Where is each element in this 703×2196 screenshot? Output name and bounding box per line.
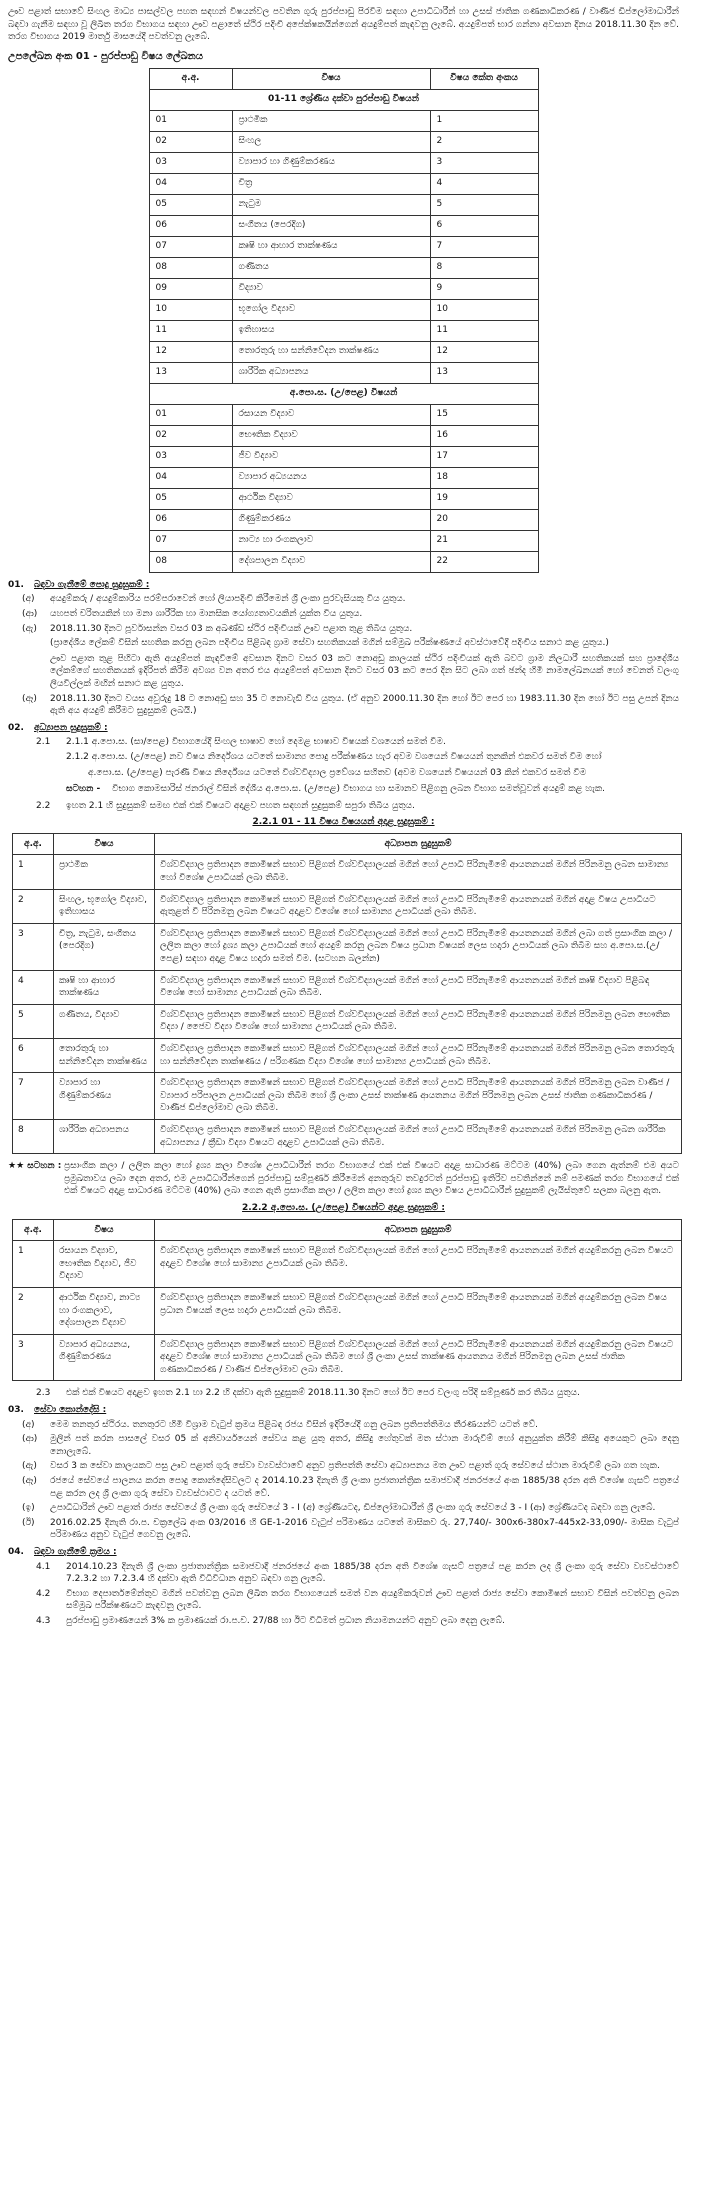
residence-note-1: (ප්‍රාදේශීය ලේකම් විසින් සහතික කරනු ලබන පදිංචිය පිළිබඳ ග්‍රාම සේවා සහතිකයක් මගින් සම්මුඛ පරීක්ෂණයේ අවස්ථාවේදී පදිංචිය සනාථ කළ යුතුය.) — [50, 638, 609, 649]
table-row: 7 ව්‍යාපාර හා ගිණුම්කරණය විශ්වවිද්‍යාල ප්‍රතිපාදන කොමිෂන් සභාව පිළිගත් විශ්වවිද්‍යාලයක් මගින් හෝ උපාධි පිරිනැමීමේ ආයතනයක් මගින් පිරිනමනු ලබන වාණිජ / ව්‍යාපාර පරිපාලන උපාධියක් ලබා තිබීම හෝ ශ්‍රී ලංකා උසස් තාක්ෂණ ආයතනය මගින් පිරිනමනු ලබන උසස් ජාතික ගණකාධිකරණ / වාණිජ ඩිප්ලෝමාව ලබා තිබීම. — [13, 1073, 682, 1120]
general-qualification-item: (ඇ) 2018.11.30 දිනට පූර්වාසන්න වසර 03 ක අඛණ්ඩ ස්ථිර පදිංචියක් ඌව පළාත තුළ තිබිය යුතුය. — [22, 623, 413, 634]
subject-row: 05 ආර්ථික විද්‍යාව 19 — [149, 488, 538, 509]
table-row: 8 ශාරීරික අධ්‍යාපනය විශ්වවිද්‍යාල ප්‍රතිපාදන කොමිෂන් සභාව පිළිගත් විශ්වවිද්‍යාලයක් මගින් හෝ උපාධි පිරිනැමීමේ ආයතනයක් මගින් පිරිනමනු ලබන ශාරීරික අධ්‍යාපනය / ක්‍රීඩා විද්‍යා විෂයට අදාළව උපාධියක් ලබා තිබීම. — [13, 1119, 682, 1153]
service-condition-item: (ඈ) රජයේ සේවයේ පාලනය කරන පොදු කොන්දේසිවලට ද 2014.10.23 දිනැති ශ්‍රී ලංකා ප්‍රජාතාන්ත්‍රික සමාජවාදී ජනරජයේ අංක 1885/38 දරන අති විශේෂ ගැසට් පත්‍රයේ පළ කරන ලද ශ්‍රී ලංකා ගුරු සේවා ව්‍යවස්ථාවට ද යටත් වේ. — [22, 1476, 679, 1499]
subject-row: 12 තොරතුරු හා සන්නිවේදන තාක්ෂණය 12 — [149, 341, 538, 362]
table-row: 1 ප්‍රාථමික විශ්වවිද්‍යාල ප්‍රතිපාදන කොමිෂන් සභාව පිළිගත් විශ්වවිද්‍යාලයක් මගින් හෝ උපාධි පිරිනැමීමේ ආයතනයක් මගින් පිරිනමනු ලබන සාමාන්‍ය හෝ විශේෂ උපාධියක් ලබා තිබීම. — [13, 855, 682, 889]
star-note: ★★ සටහන : ප්‍රසාංගික කලා / ලලිත කලා හෝ ද්‍රශ්‍ය කලා විශේෂ උපාධිධාරීන් තරග විභාගයේ එක් එක් විෂයට අදාළ සාධාරණ මට්ටම (40%) ලබා ගෙන ඇත්නම් එම අයට ප්‍රමුඛතාවය ලබා දෙන අතර, එම උපාධිධාරීන්ගෙන් පුරප්පාඩු සම්පූර්ණ කිරීමෙන් අනතුරුව තවදුරටත් පුරප්පාඩු ඉතිරිව පවතින්නේ නම් පමණක් තරග විභාගයේ එක් එක් විෂයට අදාළ සාධාරණ මට්ටම (40%) ලබා ගෙන ඇති ප්‍රසාංගික කලා / ලලිත කලා හෝ ද්‍රශ්‍ය කලා විෂය උපාධිධාරීන් සුදුසුකම් ලැයිස්තුවේ සලකා බලනු ඇත. — [8, 1161, 679, 1197]
subject-row: 02 සිංහල 2 — [149, 131, 538, 152]
subject-row: 04 ව්‍යාපාර අධ්‍යයනය 18 — [149, 467, 538, 488]
subject-row: 06 ගිණුම්කරණය 20 — [149, 509, 538, 530]
service-condition-item: (ආ) මුලින් පත් කරන පාසලේ වසර 05 ක් අනිවාර්යයෙන් සේවය කළ යුතු අතර, කිසිදු හේතුවක් මත ස්ථාන මාරුවීම් හෝ අනුයුක්ත කිරීම් කිසිදු අයෙකුට ලබා දෙනු නොලැබේ. — [22, 1434, 679, 1457]
subject-table — [149, 68, 539, 573]
subject-row: 04 චිත්‍ර 4 — [149, 173, 538, 194]
qual-2-1-2-alt: අ.පො.ස. (උ/පෙළ) පැරණි විෂය නිර්දේශය යටතේ විශ්වවිද්‍යාල ප්‍රවේශය සහිතව (අවම වශයෙන් විෂයයන් 03 කින් එකවර සමත් වීම — [88, 767, 587, 778]
subject-row: 01 රසායන විද්‍යාව 15 — [149, 404, 538, 425]
section-4-heading: 04. බඳවා ගැනීමේ ක්‍රමය : — [8, 1547, 117, 1557]
table-2-2-2-title: 2.2.2 අ.පො.ස. (උ/පෙළ) විෂයන්ට අදාළ සුදුසුකම් : — [242, 1202, 445, 1213]
recruitment-method-item: 4.1 2014.10.23 දිනැති ශ්‍රී ලංකා ප්‍රජාතාන්ත්‍රික සමාජවාදී ජනරජයේ අංක 1885/38 දරන අති විශේෂ ගැසට් පත්‍රයේ පළ කරන ලද ශ්‍රී ලංකා ගුරු සේවා ව්‍යවස්ථාවේ 7.2.3.2 හා 7.2.3.4 හි දක්වා ඇති විධිවිධාන අනුව බඳවා ගනු ලැබේ. — [36, 1561, 679, 1585]
subject-row: 01 ප්‍රාථමික 1 — [149, 110, 538, 131]
table-row: 5 ගණිතය, විද්‍යාව විශ්වවිද්‍යාල ප්‍රතිපාදන කොමිෂන් සභාව පිළිගත් විශ්වවිද්‍යාලයක් මගින් හෝ උපාධි පිරිනැමීමේ ආයතනයක් මගින් පිරිනමනු ලබන භෞතික විද්‍යා / ජෛව විද්‍යා විශේෂ හෝ සාමාන්‍ය උපාධියක් ලබා තිබීම. — [13, 1004, 682, 1038]
subject-row: 02 භෞතික විද්‍යාව 16 — [149, 425, 538, 446]
section-3-heading: 03. සේවා කොන්දේසි : — [8, 1405, 107, 1416]
service-condition-item: (ඉ) උපාධිධාරින් ඌව පළාත් රාජ්‍ය සේවයේ ශ්‍රී ලංකා ගුරු සේවයේ 3 - I (අ) ශ්‍රේණියටද, ඩිප්ලෝමාධාරීන් ශ්‍රී ලංකා ගුරු සේවයේ 3 - I (ආ) ශ්‍රේණියටද බඳවා ගනු ලැබේ. — [22, 1503, 656, 1514]
subject-row: 11 ඉතිහාසය 11 — [149, 320, 538, 341]
subject-row: 08 දේශපාලන විද්‍යාව 22 — [149, 551, 538, 572]
qual-2-1: 2.1 2.1.1 අ.පො.ස. (සා/පෙළ) විභාගයේදී සිංහල භාෂාව හෝ දෙමළ භාෂාව විෂයක් වශයෙන් සමත් වීම. — [36, 737, 446, 748]
subject-table-header-subject: විෂය — [232, 68, 430, 89]
service-condition-item: (ඊ) 2016.02.25 දිනැති රා.ප. චක්‍රලේඛ අංක 03/2016 හි GE-1-2016 වැටුප් පරිමාණය යටතේ මාසිකව රු. 27,740/- 300x6-380x7-445x2-33,090/- මාසික වැටුප් පරිමාණය අනුව වැටුප් ගෙවනු ලැබේ. — [22, 1517, 679, 1541]
subject-table-header-code: විෂය කේත අංකය — [430, 68, 538, 89]
table-row: 6 තොරතුරු හා සන්නිවේදන තාක්ෂණය විශ්වවිද්‍යාල ප්‍රතිපාදන කොමිෂන් සභාව පිළිගත් විශ්වවිද්‍යාලයක් මගින් හෝ උපාධි පිරිනැමීමේ ආයතනයක් මගින් පිරිනමනු ලබන තොරතුරු හා සන්නිවේදන තාක්ෂණය / පරිගණක විද්‍යා විශේෂ හෝ සාමාන්‍ය උපාධියක් ලබා තිබීම. — [13, 1039, 682, 1073]
subject-row: 03 ව්‍යාපාර හා ගිණුම්කරණය 3 — [149, 152, 538, 173]
table-2-2-1-title: 2.2.1 01 - 11 විෂය විෂයයන් අදාළ සුදුසුකම් : — [252, 817, 435, 828]
service-condition-item: (ඇ) වසර 3 ක සේවා කාලයකට පසු ඌව පළාත් ගුරු සේවා ව්‍යවස්ථාවේ අනුව ප්‍රතිපත්ති සේවා අධ්‍යාපනය මත ඌව පළාත් ගුරු සේවයේ ස්ථාන මාරුවීම් ලබා ගත හැක. — [22, 1461, 660, 1472]
general-qualification-item: (අ) අයදුම්කරු / අයදුම්කාරිය පරම්පරාවෙන් හෝ ලියාපදිංචි කිරීමෙන් ශ්‍රී ලංකා පුරවැසියකු විය යුතුය. — [22, 594, 406, 605]
qual-2-2: 2.2 ඉහත 2.1 හි සුදුසුකම් සමඟ එක් එක් විෂයට අදාළව පහත සඳහන් සුදුසුකම් සපුරා තිබිය යුතුය. — [36, 800, 415, 811]
subject-row: 13 ශාරීරික අධ්‍යාපනය 13 — [149, 362, 538, 383]
service-condition-item: (අ) මෙම තනතුර ස්ථිරය. තනතුරට හිමි විශ්‍රාම වැටුප් ක්‍රමය පිළිබඳ රජය විසින් ඉදිරියේදී ගනු ලබන ප්‍රතිපත්තිමය තීරණයන්ට යටත් වේ. — [22, 1419, 539, 1430]
subject-group-al: අ.පො.ස. (උ/පෙළ) විෂයන් — [149, 383, 538, 404]
residence-note-2: ඌව පළාත තුළ පිහිටා ඇති අයදුම්පත් කැඳවීමේ අවසාන දිනට වසර 03 කට නොඅඩු කාලයක් ස්ථිර පදිංචියක් ඇති බවට ග්‍රාම නිලධාරී සහතිකයක් සහ ප්‍රාදේශීය ලේකම්ගේ සහතිකයක් ඉදිරිපත් කිරීම අවශ්‍ය වන අතර එය අයදුම්පත් අවසාන දිනට වසර 03 කට පෙර දින සිට ලබා ගත් ඡන්ද හිමි නාමලේඛනයක් හෝ වෙනත් වලංගු ලියවිල්ලක් මඟින් සනාථ කළ යුතුය. — [50, 653, 679, 689]
table-row: 3 චිත්‍ර, නැටුම, සංගීතය (පෙරදිග) විශ්වවිද්‍යාල ප්‍රතිපාදන කොමිෂන් සභාව පිළිගත් විශ්වවිද්‍යාලයක් මගින් හෝ උපාධි පිරිනැමීමේ ආයතනයක් මගින් ලබා ගත් ප්‍රසාංගික කලා / ලලිත කලා හෝ ද්‍රශ්‍ය කලා උපාධියක් හෝ අයදුම් කරනු ලබන විෂය ප්‍රධාන විෂයක් ලෙස හදාරා උපාධියක් ලබා තිබීම සහ අ.පො.ස.(උ/පෙළ) සඳහා අදාළ විෂය හදාරා සමත් වීම. (සටහන බලන්න) — [13, 923, 682, 970]
table-row: 2 ආර්ථික විද්‍යාව, නාට්‍ය හා රංගකලාව, දේශපාලන විද්‍යාව විශ්වවිද්‍යාල ප්‍රතිපාදන කොමිෂන් සභාව පිළිගත් විශ්වවිද්‍යාලයක් මගින් හෝ උපාධි පිරිනැමීමේ ආයතනයක් මගින් අයදුම්කරනු ලබන විෂය ප්‍රධාන විෂයක් ලෙස හදාරා උපාධියක් ලබා තිබීම. — [13, 1287, 682, 1334]
table-row: 2 සිංහල, භූගෝල විද්‍යාව, ඉතිහාසය විශ්වවිද්‍යාල ප්‍රතිපාදන කොමිෂන් සභාව පිළිගත් විශ්වවිද්‍යාලයක් මගින් හෝ උපාධි පිරිනැමීමේ ආයතනයක් මගින් අදාළ විෂය උපාධියට ඇතුළත් වී පිරිනමනු ලබන විෂයට අදාළව විශේෂ හෝ සාමාන්‍ය උපාධියක් ලබා තිබීම. — [13, 889, 682, 923]
section-2-heading: 02. අධ්‍යාපන සුදුසුකම් : — [8, 722, 108, 733]
subject-row: 08 ගණිතය 8 — [149, 257, 538, 278]
recruitment-method-item: 4.2 විභාග දෙපාර්තමේන්තුව මගින් පවත්වනු ලබන ලිඛිත තරග විභාගයෙන් සමත් වන අයදුම්කරුවන් ඌව පළාත් රාජ්‍ය සේවා කොමිෂන් සභාව විසින් පවත්වනු ලබන සම්මුඛ පරීක්ෂණයට කැඳවනු ලැබේ. — [36, 1588, 679, 1612]
recruitment-method-item: 4.3 පුරප්පාඩු ප්‍රමාණයෙන් 3% ක ප්‍රමාණයක් රා.ප.ච. 27/88 හා ඊට විධිමත් ප්‍රධාන නියාමනයන්ට අනුව ලබා දෙනු ලැබේ. — [36, 1615, 505, 1626]
subject-group-grades: 01-11 ශ්‍රේණිය දක්වා පුරප්පාඩු විෂයන් — [149, 89, 538, 110]
intro-paragraph: ඌව පළාත් සභාවේ සිංහල මාධ්‍ය පාසල්වල පහත සඳහන් විෂයන්වල පවතින ගුරු පුරප්පාඩු පිරවීම සඳහා උපාධිධාරීන් හා උසස් ජාතික ගණකාධිකරණ / වාණිජ ඩිප්ලෝමාධාරීන් බඳවා ගැනීම සඳහා වූ ලිඛිත තරග විභාගය සඳහා ඌව පළාතේ ස්ථිර පදිංචි අපේක්ෂකයින්ගෙන් අයදුම්පත් කැඳවනු ලැබේ. අයදුම්පත් භාර ගන්නා අවසාන දිනය 2018.11.30 දින වේ. තරග විභාගය 2019 මාර්තු මාසයේදී පවත්වනු ලැබේ. — [8, 7, 679, 43]
qualification-table-1: අ.අ. විෂය අධ්‍යාපන සුදුසුකම් 1 ප්‍රාථමික විශ්වවිද්‍යාල ප්‍රතිපාදන කොමිෂන් සභාව පිළිගත් විශ්වවිද්‍යාලයක් මගින් හෝ උපාධි පිරිනැමීමේ ආයතනයක් මගින් පිරිනමනු ලබන සාමාන්‍ය හෝ විශේෂ උපාධියක් ලබා තිබීම. 2 සිංහල, භූගෝල විද්‍යාව, ඉතිහාසය විශ්වවිද්‍යාල ප්‍රතිපාදන කොමිෂන් සභාව පිළිගත් විශ්වවිද්‍යාලයක් මගින් හෝ උපාධි පිරිනැමීමේ ආයතනයක් මගින් අදාළ විෂය උපාධියට ඇතුළත් වී පිරිනමනු ලබන විෂයට අදාළව විශේෂ හෝ සාමාන්‍ය උපාධියක් ලබා තිබීම. 3 චිත්‍ර, නැටුම, සංගීතය (පෙරදිග) විශ්වවිද්‍යාල ප්‍රතිපාදන කොමිෂන් සභාව පිළිගත් විශ්වවිද්‍යාලයක් මගින් හෝ උපාධි පිරිනැමීමේ ආයතනයක් මගින් ලබා ගත් ප්‍රසාංගික කලා / ලලිත කලා හෝ ද්‍රශ්‍ය කලා උපාධියක් හෝ අයදුම් කරනු ලබන විෂය ප්‍රධාන විෂයක් ලෙස හදාරා උපාධියක් ලබා තිබීම සහ අ.පො.ස.(උ/පෙළ) සඳහා අදාළ විෂය හදාරා සමත් වීම. (සටහන බලන්න) 4 කෘෂි හා ආහාර තාක්ෂණය විශ්වවිද්‍යාල ප්‍රතිපාදන කොමිෂන් සභාව පිළිගත් විශ්වවිද්‍යාලයක් මගින් හෝ උපාධි පිරිනැමීමේ ආයතනයක් මගින් කෘෂි විද්‍යාව පිළිබඳ විශේෂ හෝ සාමාන්‍ය උපාධියක් ලබා තිබීම. 5 ගණිතය, විද්‍යාව විශ්වවිද්‍යාල ප්‍රතිපාදන කොමිෂන් සභාව පිළිගත් විශ්වවිද්‍යාලයක් මගින් හෝ උපාධි පිරිනැමීමේ ආයතනයක් මගින් පිරිනමනු ලබන භෞතික විද්‍යා / ජෛව විද්‍යා විශේෂ හෝ සාමාන්‍ය උපාධියක් ලබා තිබීම. 6 තොරතුරු හා සන්නිවේදන තාක්ෂණය විශ්වවිද්‍යාල ප්‍රතිපාදන කොමිෂන් සභාව පිළිගත් විශ්වවිද්‍යාලයක් මගින් හෝ උපාධි පිරිනැමීමේ ආයතනයක් මගින් පිරිනමනු ලබන තොරතුරු හා සන්නිවේදන තාක්ෂණය / පරිගණක විද්‍යා විශේෂ හෝ සාමාන්‍ය උපාධියක් ලබා තිබීම. 7 ව්‍යාපාර හා ගිණුම්කරණය විශ්වවිද්‍යාල ප්‍රතිපාදන කොමිෂන් සභාව පිළිගත් විශ්වවිද්‍යාලයක් මගින් හෝ උපාධි පිරිනැමීමේ ආයතනයක් මගින් පිරිනමනු ලබන වාණිජ / ව්‍යාපාර පරිපාලන උපාධියක් ලබා තිබීම හෝ ශ්‍රී ලංකා උසස් තාක්ෂණ ආයතනය මගින් පිරිනමනු ලබන උසස් ජාතික ගණකාධිකරණ / වාණිජ ඩිප්ලෝමාව ලබා තිබීම. 8 ශාරීරික අධ්‍යාපනය විශ්වවිද්‍යාල ප්‍රතිපාදන කොමිෂන් සභාව පිළිගත් විශ්වවිද්‍යාලයක් මගින් හෝ උපාධි පිරිනැමීමේ ආයතනයක් මගින් පිරිනමනු ලබන ශාරීරික අධ්‍යාපනය / ක්‍රීඩා විද්‍යා විෂයට අදාළව උපාධියක් ලබා තිබීම. — [12, 833, 682, 1154]
table-row: 4 කෘෂි හා ආහාර තාක්ෂණය විශ්වවිද්‍යාල ප්‍රතිපාදන කොමිෂන් සභාව පිළිගත් විශ්වවිද්‍යාලයක් මගින් හෝ උපාධි පිරිනැමීමේ ආයතනයක් මගින් කෘෂි විද්‍යාව පිළිබඳ විශේෂ හෝ සාමාන්‍ය උපාධියක් ලබා තිබීම. — [13, 970, 682, 1004]
subject-row: 09 විද්‍යාව 9 — [149, 278, 538, 299]
section-1-heading: 01. බඳවා ගැනීමේ පොදු සුදුසුකම් : — [8, 579, 150, 590]
table-row: 1 රසායන විද්‍යාව, භෞතික විද්‍යාව, ජීව විද්‍යාව විශ්වවිද්‍යාල ප්‍රතිපාදන කොමිෂන් සභාව පිළිගත් විශ්වවිද්‍යාලයක් මගින් හෝ උපාධි පිරිනැමීමේ ආයතනයක් මගින් අයදුම්කරනු ලබන විෂයට අදාළව විශේෂ හෝ සාමාන්‍ය උපාධියක් ලබා තිබීම. — [13, 1241, 682, 1288]
qual-2-3: 2.3 එක් එක් විෂයට අදාළව ඉහත 2.1 හා 2.2 හි දක්වා ඇති සුදුසුකම් 2018.11.30 දිනට හෝ ඊට පෙර වලංගු පරිදි සම්පූර්ණ කර තිබිය යුතුය. — [36, 1388, 580, 1399]
age-requirement: (ඈ) 2018.11.30 දිනට වයස අවුරුදු 18 ට නොඅඩු සහ 35 ට නොවැඩි විය යුතුය. (ඒ අනුව 2000.11.30 දින හෝ ඊට පෙර හා 1983.11.30 දින හෝ ඊට පසු උපන් දිනය ඇති අය අයදුම් කිරීමට සුදුසුකම් ලබයි.) — [22, 693, 679, 717]
qualification-table-2: අ.අ. විෂය අධ්‍යාපන සුදුසුකම් 1 රසායන විද්‍යාව, භෞතික විද්‍යාව, ජීව විද්‍යාව විශ්වවිද්‍යාල ප්‍රතිපාදන කොමිෂන් සභාව පිළිගත් විශ්වවිද්‍යාලයක් මගින් හෝ උපාධි පිරිනැමීමේ ආයතනයක් මගින් අයදුම්කරනු ලබන විෂයට අදාළව විශේෂ හෝ සාමාන්‍ය උපාධියක් ලබා තිබීම. 2 ආර්ථික විද්‍යාව, නාට්‍ය හා රංගකලාව, දේශපාලන විද්‍යාව විශ්වවිද්‍යාල ප්‍රතිපාදන කොමිෂන් සභාව පිළිගත් විශ්වවිද්‍යාලයක් මගින් හෝ උපාධි පිරිනැමීමේ ආයතනයක් මගින් අයදුම්කරනු ලබන විෂය ප්‍රධාන විෂයක් ලෙස හදාරා උපාධියක් ලබා තිබීම. 3 ව්‍යාපාර අධ්‍යයනය, ගිණුම්කරණය විශ්වවිද්‍යාල ප්‍රතිපාදන කොමිෂන් සභාව පිළිගත් විශ්වවිද්‍යාලයක් මගින් හෝ උපාධි පිරිනැමීමේ ආයතනයක් මගින් අයදුම්කරනු ලබන විෂයට අදාළව විශේෂ හෝ සාමාන්‍ය උපාධියක් ලබා තිබීම හෝ ශ්‍රී ලංකා උසස් තාක්ෂණ ආයතනය මගින් පිරිනමනු ලබන උසස් ජාතික ගණකාධිකරණ / වාණිජ ඩිප්ලෝමාව ලබා තිබීම. — [12, 1219, 682, 1382]
annex-title: උපලේඛන අංක 01 - පුරප්පාඩු විෂය ලේඛනය — [8, 50, 203, 62]
subject-row: 10 භූගෝල විද්‍යාව 10 — [149, 299, 538, 320]
subject-table-header-no: අ.අ. — [149, 68, 232, 89]
subject-row: 06 සංගීතය (පෙරදිග) 6 — [149, 215, 538, 236]
table-row: 3 ව්‍යාපාර අධ්‍යයනය, ගිණුම්කරණය විශ්වවිද්‍යාල ප්‍රතිපාදන කොමිෂන් සභාව පිළිගත් විශ්වවිද්‍යාලයක් මගින් හෝ උපාධි පිරිනැමීමේ ආයතනයක් මගින් අයදුම්කරනු ලබන විෂයට අදාළව විශේෂ හෝ සාමාන්‍ය උපාධියක් ලබා තිබීම හෝ ශ්‍රී ලංකා උසස් තාක්ෂණ ආයතනය මගින් පිරිනමනු ලබන උසස් ජාතික ගණකාධිකරණ / වාණිජ ඩිප්ලෝමාව ලබා තිබීම. — [13, 1334, 682, 1381]
subject-row: 03 ජීව විද්‍යාව 17 — [149, 446, 538, 467]
subject-row: 07 කෘෂි හා ආහාර තාක්ෂණය 7 — [149, 236, 538, 257]
subject-row: 07 නාට්‍ය හා රංගකලාව 21 — [149, 530, 538, 551]
subject-row: 05 නැටුම 5 — [149, 194, 538, 215]
general-qualification-item: (ආ) යහපත් චරිතයකින් හා මනා ශාරීරික හා මානසික යෝග්‍යතාවයකින් යුක්ත විය යුතුය. — [22, 608, 363, 619]
qual-note: සටහන - විභාග කොමසාරිස් ජනරාල් විසින් දේශීය අ.පො.ස. (උ/පෙළ) විභාගය හා සමානව පිළිගනු ලබන විභාග සමත්වූවන් අයදුම් කළ හැක. — [66, 784, 606, 795]
qual-2-1-2: 2.1.2 අ.පො.ස. (උ/පෙළ) නව විෂය නිර්දේශය යටතේ සාමාන්‍ය පොදු පරීක්ෂණය හැර අවම වශයෙන් විෂයයන් තුනකින් එකවර සමත් වීම හෝ — [66, 751, 602, 762]
